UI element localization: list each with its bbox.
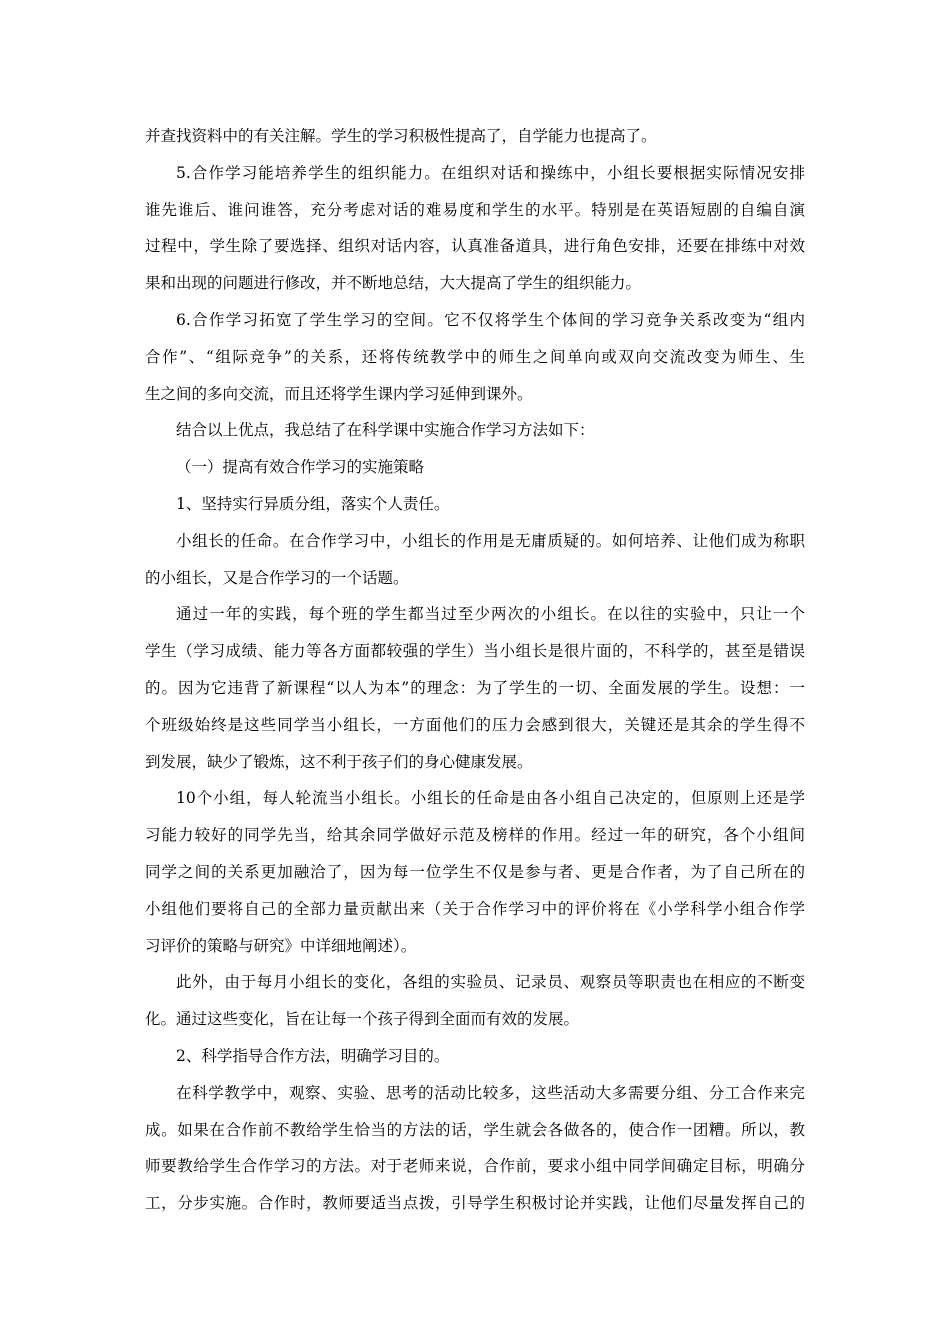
text-line: 同学之间的关系更加融洽了，因为每一位学生不仅是参与者、更是合作者，为了自己所在的 (145, 862, 805, 881)
text-line: 通过一年的实践，每个班的学生都当过至少两次的小组长。在以往的实验中，只让一个 (176, 605, 805, 624)
text-line: 1、坚持实行异质分组，落实个人责任。 (176, 494, 450, 513)
document-page (145, 118, 805, 1222)
text-line: 的。因为它违背了新课程“以人为本”的理念：为了学生的一切、全面发展的学生。设想：一 (145, 678, 805, 697)
text-line: 到发展，缺少了锻炼，这不利于孩子们的身心健康发展。 (145, 752, 533, 771)
text-line: 生之间的多向交流，而且还将学生课内学习延伸到课外。 (145, 384, 533, 403)
text-line: （一）提高有效合作学习的实施策略 (176, 458, 425, 477)
text-line: 小组长的任命。在合作学习中，小组长的作用是无庸质疑的。如何培养、让他们成为称职 (176, 531, 805, 550)
text-line: 10个小组，每人轮流当小组长。小组长的任命是由各小组自己决定的，但原则上还是学 (176, 789, 805, 808)
text-line: 此外，由于每月小组长的变化，各组的实验员、记录员、观察员等职责也在相应的不断变 (176, 973, 805, 992)
text-line: 成。如果在合作前不教给学生恰当的方法的话，学生就会各做各的，使合作一团糟。所以，教 (145, 1120, 805, 1139)
text-line: 过程中，学生除了要选择、组织对话内容，认真准备道具，进行角色安排，还要在排练中对效 (145, 237, 805, 256)
text-line: 个班级始终是这些同学当小组长，一方面他们的压力会感到很大，关键还是其余的学生得不 (145, 715, 805, 734)
text-line: 并查找资料中的有关注解。学生的学习积极性提高了，自学能力也提高了。 (145, 127, 657, 145)
text-line: 果和出现的问题进行修改，并不断地总结，大大提高了学生的组织能力。 (145, 274, 642, 293)
text-line: 谁先谁后、谁问谁答，充分考虑对话的难易度和学生的水平。特别是在英语短剧的自编自演 (145, 200, 805, 219)
text-line: 合作”、“组际竞争”的关系，还将传统教学中的师生之间单向或双向交流改变为师生、生 (145, 347, 805, 366)
text-line: 化。通过这些变化，旨在让每一个孩子得到全面而有效的发展。 (145, 1010, 580, 1029)
text-line: 5.合作学习能培养学生的组织能力。在组织对话和操练中，小组长要根据实际情况安排 (176, 163, 805, 182)
text-line: 习能力较好的同学先当，给其余同学做好示范及榜样的作用。经过一年的研究，各个小组间 (145, 826, 805, 845)
text-line: 习评价的策略与研究》中详细地阐述）。 (145, 936, 417, 955)
text-line: 结合以上优点，我总结了在科学课中实施合作学习方法如下： (176, 421, 595, 440)
text-line: 师要教给学生合作学习的方法。对于老师来说，合作前，要求小组中同学间确定目标，明确分 (145, 1157, 805, 1176)
text-line: 2、科学指导合作方法，明确学习目的。 (176, 1046, 450, 1065)
text-line: 工，分步实施。合作时，教师要适当点拨，引导学生积极讨论并实践，让他们尽量发挥自己的 (145, 1194, 805, 1213)
text-line: 在科学教学中，观察、实验、思考的活动比较多，这些活动大多需要分组、分工合作来完 (176, 1083, 805, 1102)
text-line: 6.合作学习拓宽了学生学习的空间。它不仅将学生个体间的学习竞争关系改变为“组内 (176, 310, 805, 329)
text-line: 学生（学习成绩、能力等各方面都较强的学生）当小组长是很片面的，不科学的，甚至是错误 (145, 642, 805, 661)
text-line: 的小组长，又是合作学习的一个话题。 (145, 568, 409, 587)
text-line: 小组他们要将自己的全部力量贡献出来（关于合作学习中的评价将在《小学科学小组合作学 (145, 899, 805, 918)
